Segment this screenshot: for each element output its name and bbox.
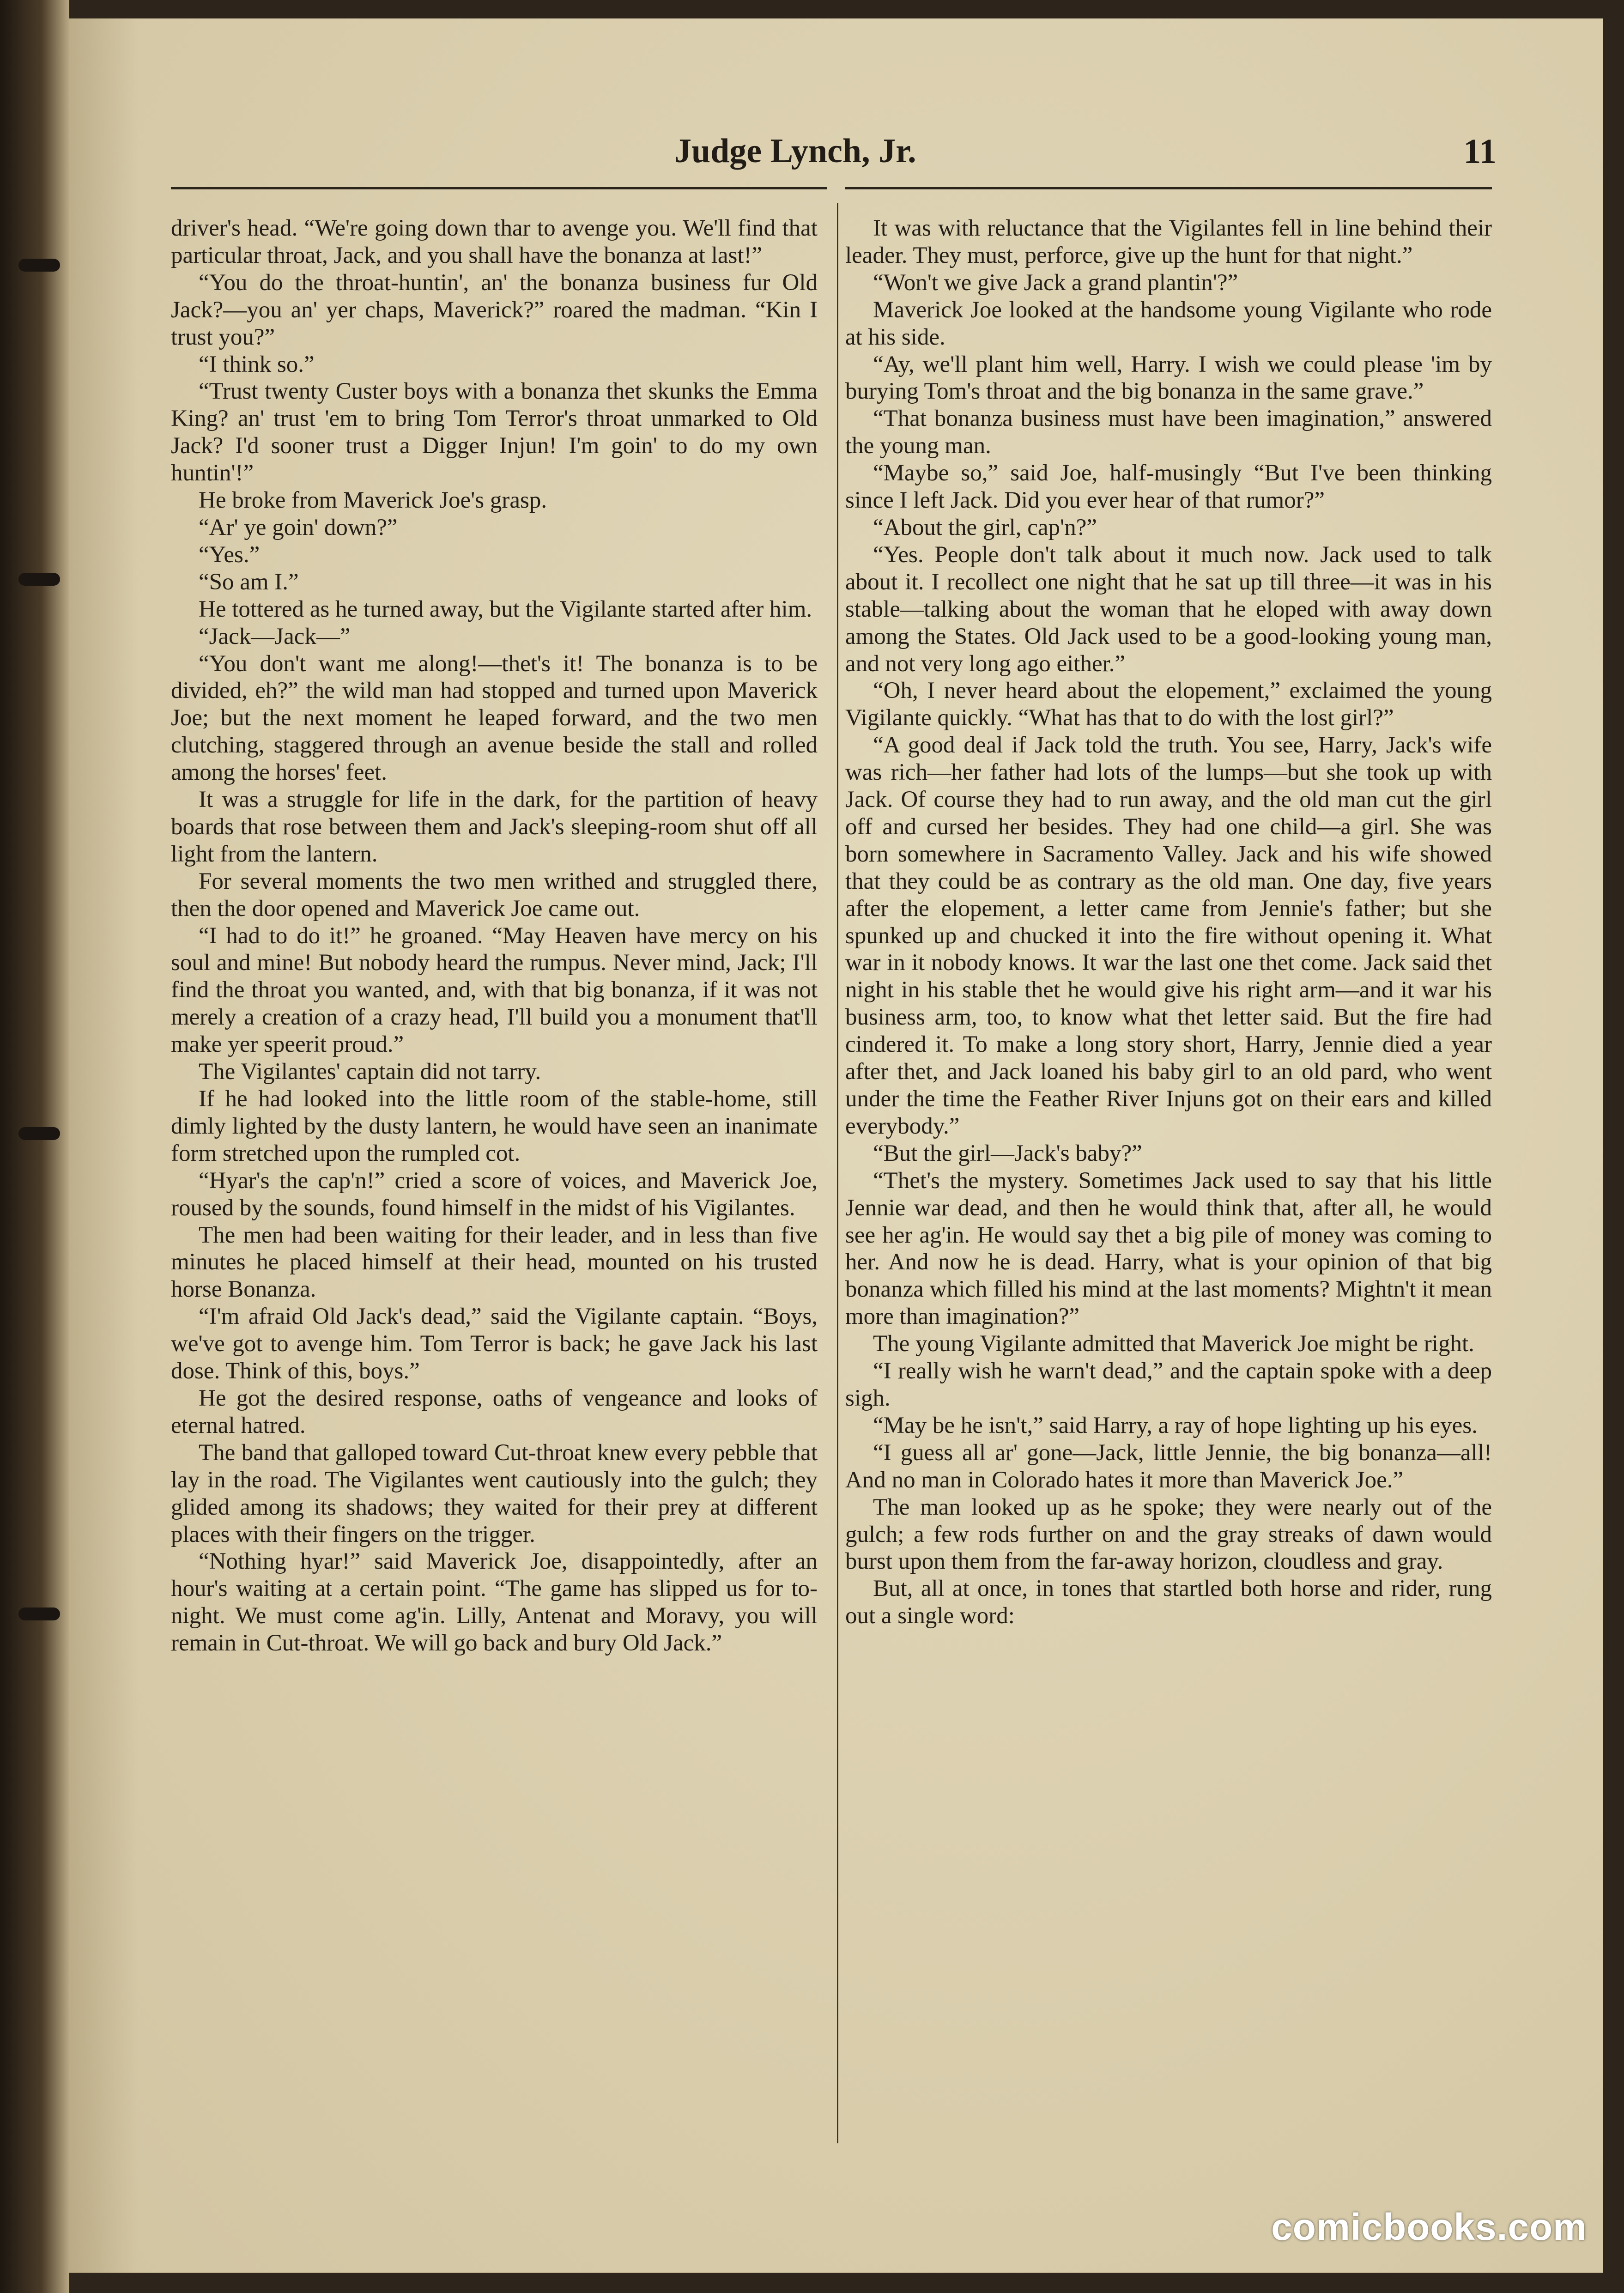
paragraph: “Yes. People don't talk about it much now. Jack used to talk about it. I recollect one night that he sat up till three—it was in his stable—talking about the woman that he eloped with away down among the States. Old Jack used to be a good-looking young man, and not very long ago either.”: [845, 541, 1492, 677]
binding-stitch: [18, 1127, 60, 1140]
running-title: Judge Lynch, Jr.: [674, 132, 916, 170]
paragraph: “Ar' ye goin' down?”: [199, 514, 398, 540]
paragraph: “Jack—Jack—”: [199, 623, 351, 649]
header-rule: [171, 187, 827, 189]
paragraph: He tottered as he turned away, but the Vigilante started after him.: [199, 596, 812, 622]
paragraph: driver's head. “We're going down thar to avenge you. We'll find that particular throat, Jack, and you shall have the bonanza at last!”: [171, 215, 818, 268]
paragraph: “Ay, we'll plant him well, Harry. I wish we could please 'im by burying Tom's throat and the big bonanza in the same grave.”: [845, 351, 1492, 405]
paragraph: “I really wish he warn't dead,” and the captain spoke with a deep sigh.: [845, 1358, 1492, 1411]
binding-stitch: [18, 573, 60, 586]
paragraph: “Nothing hyar!” said Maverick Joe, disappointedly, after an hour's waiting at a certain point. “The game has slipped us for to-night. We must come ag'in. Lilly, Antenat and Moravy, you will remain in Cut-throat. We will go back and bury Old Jack.”: [171, 1548, 818, 1656]
paragraph: “You do the throat-huntin', an' the bonanza business fur Old Jack?—you an' yer chaps, Maverick?” roared the madman. “Kin I trust you?”: [171, 269, 818, 350]
paragraph: “Trust twenty Custer boys with a bonanza thet skunks the Emma King? an' trust 'em to bring Tom Terror's throat unmarked to Old Jack? I'd sooner trust a Digger Injun! I'm goin' to do my own huntin'!”: [171, 378, 818, 486]
paragraph: If he had looked into the little room of the stable-home, still dimly lighted by the dusty lantern, he would have seen an inanimate form stretched upon the rumpled cot.: [171, 1086, 818, 1166]
paragraph: “I think so.”: [199, 351, 315, 377]
paragraph: The Vigilantes' captain did not tarry.: [199, 1059, 541, 1085]
paragraph: The band that galloped toward Cut-throat knew every pebble that lay in the road. The Vigilantes went cautiously into the gulch; they glided among its shadows; they waited for their prey at different places with their fingers on the trigger.: [171, 1439, 818, 1547]
page-header: [171, 132, 1497, 173]
paragraph: “But the girl—Jack's baby?”: [873, 1140, 1142, 1166]
paragraph: It was with reluctance that the Vigilantes fell in line behind their leader. They must, perforce, give up the hunt for that night.”: [845, 215, 1492, 268]
paragraph: “Yes.”: [199, 541, 260, 568]
paragraph: He broke from Maverick Joe's grasp.: [199, 487, 547, 514]
paragraph: “I guess all ar' gone—Jack, little Jennie, the big bonanza—all! And no man in Colorado hates it more than Maverick Joe.”: [845, 1439, 1492, 1493]
paragraph: “Won't we give Jack a grand plantin'?”: [873, 269, 1238, 296]
paragraph: “That bonanza business must have been imagination,” answered the young man.: [845, 406, 1492, 459]
paragraph: “May be he isn't,” said Harry, a ray of hope lighting up his eyes.: [873, 1412, 1478, 1438]
watermark: comicbooks.com: [1271, 2206, 1587, 2248]
paragraph: “Maybe so,” said Joe, half-musingly “But I've been thinking since I left Jack. Did you ever hear of that rumor?”: [845, 460, 1492, 514]
paragraph: “I had to do it!” he groaned. “May Heaven have mercy on his soul and mine! But nobody heard the rumpus. Never mind, Jack; I'll find the throat you wanted, and, with that big bonanza, if it was not merely a creation of a crazy head, I'll build you a monument that'll make yer speerit proud.”: [171, 922, 818, 1058]
paragraph: The man looked up as he spoke; they were nearly out of the gulch; a few rods further on and the gray streaks of dawn would burst upon them from the far-away horizon, cloudless and gray.: [845, 1494, 1492, 1575]
paragraph: “Oh, I never heard about the elopement,” exclaimed the young Vigilante quickly. “What has that to do with the lost girl?”: [845, 678, 1492, 731]
paragraph: But, all at once, in tones that startled both horse and rider, rung out a single word:: [845, 1576, 1492, 1629]
paragraph: The men had been waiting for their leader, and in less than five minutes he placed himself at their head, mounted on his trusted horse Bonanza.: [171, 1222, 818, 1303]
binding-spine: [0, 0, 69, 2293]
binding-stitch: [18, 259, 60, 272]
paragraph: “Thet's the mystery. Sometimes Jack used to say that his little Jennie war dead, and then he would think that, after all, he would see her ag'in. He would say thet a big pile of money was coming to her. And now he is dead. Harry, what is your opinion of that big bonanza which filled his mind at the last moments? Mightn't it mean more than imagination?”: [845, 1167, 1492, 1330]
paragraph: “A good deal if Jack told the truth. You see, Harry, Jack's wife was rich—her father had lots of the lumps—but she took up with Jack. Of course they had to run away, and the old man cut the girl off and cursed her besides. They had one child—a girl. She was born somewhere in Sacramento Valley. Jack and his wife showed that they could be as contrary as the old man. One day, five years after the elopement, a letter came from Jennie's father; but she spunked up and chucked it into the fire without opening it. What war in it nobody knows. It war the last one thet come. Jack said thet night in his stable thet he would give his right arm—and it war his business arm, too, to know what thet letter said. But the fire had cindered it. To make a long story short, Harry, Jennie died a year after thet, and Jack loaned his baby girl to an old pard, who went under the time the Feather River Injuns got on their ears and killed everybody.”: [845, 732, 1492, 1139]
paragraph: “I'm afraid Old Jack's dead,” said the Vigilante captain. “Boys, we've got to avenge him. Tom Terror is back; he gave Jack his last dose. Think of this, boys.”: [171, 1304, 818, 1384]
column-divider: [837, 203, 838, 2143]
paragraph: It was a struggle for life in the dark, for the partition of heavy boards that rose between them and Jack's sleeping-room shut off all light from the lantern.: [171, 787, 818, 867]
paragraph: “About the girl, cap'n?”: [873, 514, 1097, 540]
paragraph: For several moments the two men writhed and struggled there, then the door opened and Maverick Joe came out.: [171, 868, 818, 922]
paragraph: The young Vigilante admitted that Maverick Joe might be right.: [873, 1331, 1474, 1357]
paragraph: “So am I.”: [199, 569, 299, 595]
right-text-column: [845, 215, 1492, 2173]
header-rule: [845, 187, 1492, 189]
binding-stitch: [18, 1608, 60, 1620]
paragraph: “Hyar's the cap'n!” cried a score of voices, and Maverick Joe, roused by the sounds, found himself in the midst of his Vigilantes.: [171, 1167, 818, 1221]
paragraph: “You don't want me along!—thet's it! The bonanza is to be divided, eh?” the wild man had stopped and turned upon Maverick Joe; but the next moment he leaped forward, and the two men clutching, staggered through an avenue beside the stall and rolled among the horses' feet.: [171, 650, 818, 786]
page-number: 11: [1463, 132, 1497, 171]
paragraph: Maverick Joe looked at the handsome young Vigilante who rode at his side.: [845, 297, 1492, 350]
left-text-column: [171, 215, 818, 2173]
paragraph: He got the desired response, oaths of vengeance and looks of eternal hatred.: [171, 1385, 818, 1438]
